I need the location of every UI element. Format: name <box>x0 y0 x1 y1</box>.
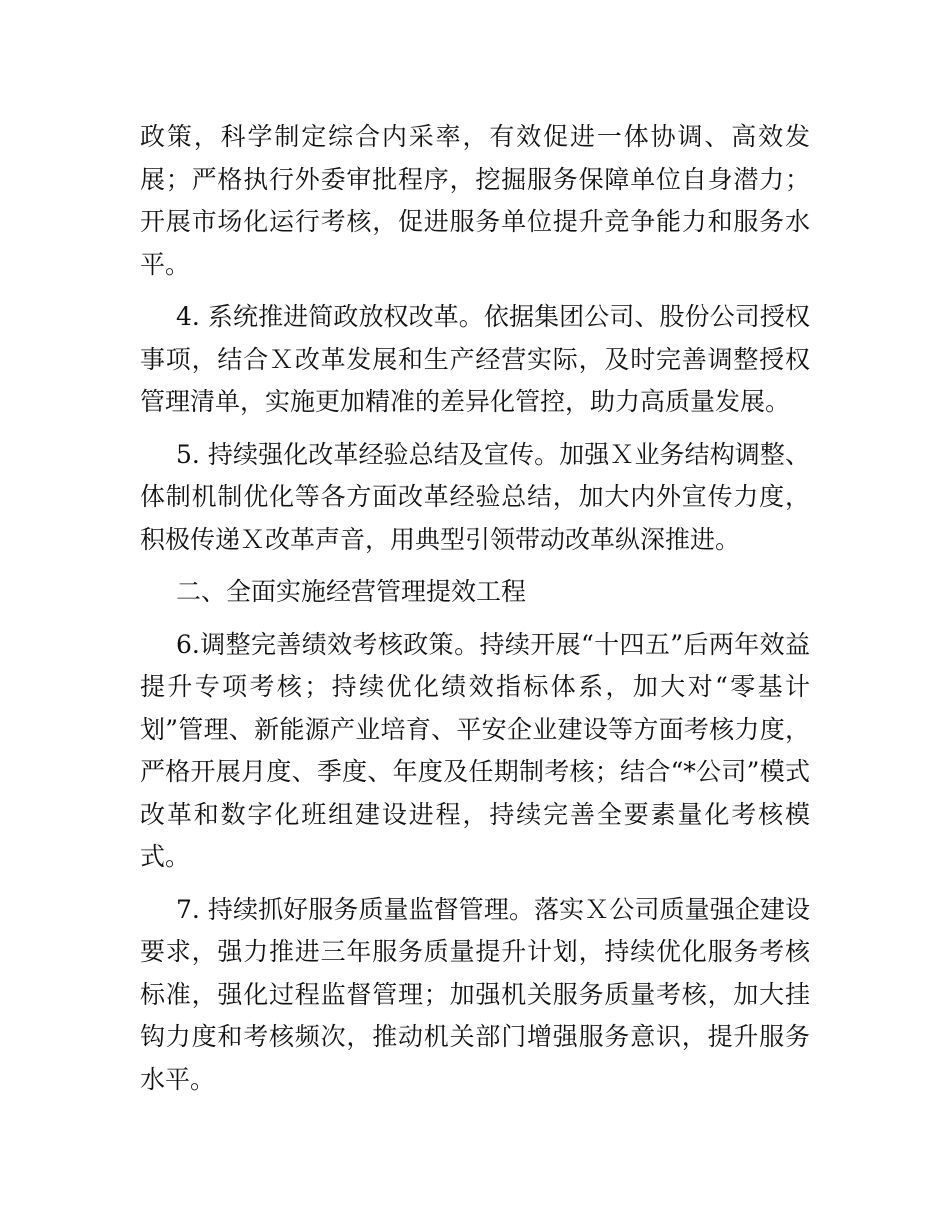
paragraph-item-7: 7. 持续抓好服务质量监督管理。落实Ｘ公司质量强企建设要求，强力推进三年服务质量提升计划，持续优化服务考核标准，强化过程监督管理；加强机关服务质量考核，加大挂钩力度和考核频次，推动机关部门增强服务意识，提升服务水平。 <box>140 894 810 1094</box>
document-body <box>140 116 810 1111</box>
paragraph-item-4: 4. 系统推进简政放权改革。依据集团公司、股份公司授权事项，结合Ｘ改革发展和生产经营实际，及时完善调整授权管理清单，实施更加精准的差异化管控，助力高质量发展。 <box>140 302 810 416</box>
paragraph-item-6: 6.调整完善绩效考核政策。持续开展“十四五”后两年效益提升专项考核；持续优化绩效指标体系，加大对“零基计划”管理、新能源产业培育、平安企业建设等方面考核力度，严格开展月度、季度、年度及任期制考核；结合“*公司”模式改革和数字化班组建设进程，持续完善全要素量化考核模式。 <box>140 629 810 871</box>
section-heading: 二、全面实施经营管理提效工程 <box>176 577 527 606</box>
paragraph-continuation: 政策，科学制定综合内采率，有效促进一体协调、高效发展；严格执行外委审批程序，挖掘服务保障单位自身潜力；开展市场化运行考核，促进服务单位提升竞争能力和服务水平。 <box>140 122 810 279</box>
paragraph-item-5: 5. 持续强化改革经验总结及宣传。加强Ｘ业务结构调整、体制机制优化等各方面改革经验总结，加大内外宣传力度，积极传递Ｘ改革声音，用典型引领带动改革纵深推进。 <box>140 439 810 554</box>
